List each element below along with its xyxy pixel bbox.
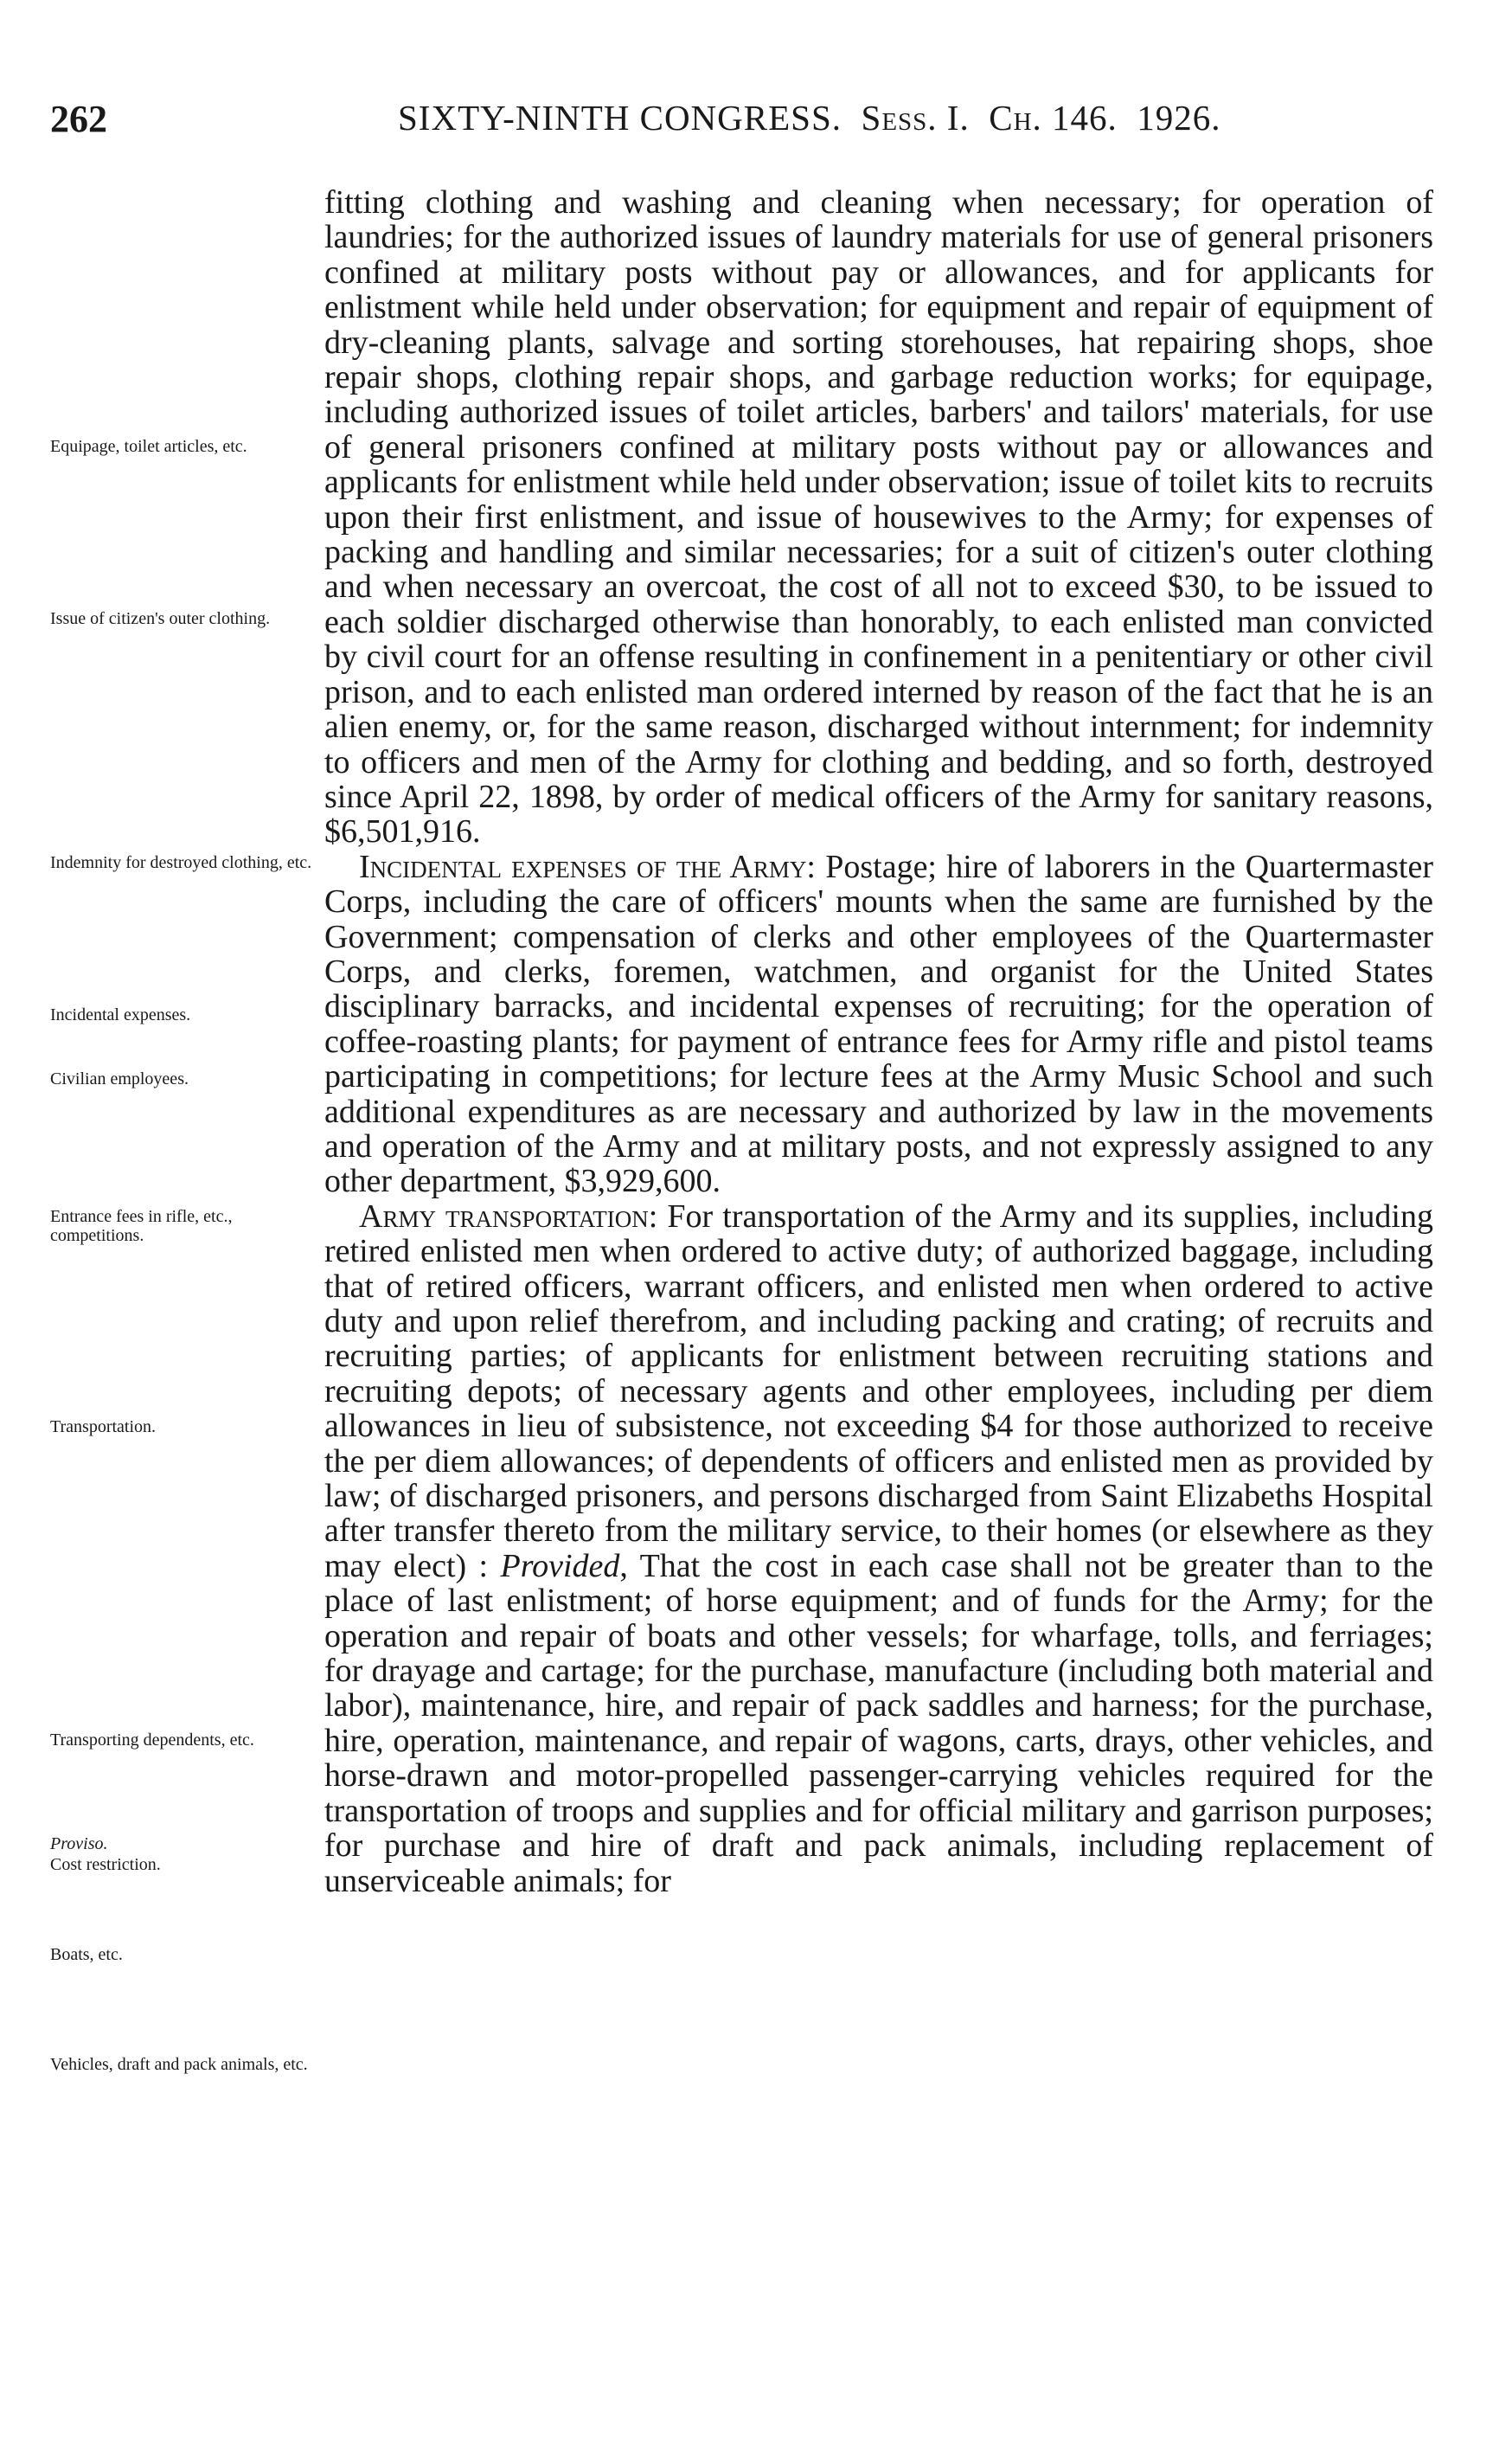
congress-title: SIXTY-NINTH CONGRESS. [398, 98, 842, 138]
margin-note-civilian-employees: Civilian employees. [50, 1069, 189, 1088]
margin-note-entrance-fees: Entrance fees in rifle, etc., competitions. [50, 1207, 233, 1245]
paragraph-army-transportation [324, 1199, 1433, 1898]
margin-note-citizens-clothing: Issue of citizen's outer clothing. [50, 609, 271, 628]
section-heading-transportation: Army transportation [359, 1198, 649, 1235]
margin-note-equipage: Equipage, toilet articles, etc. [50, 437, 247, 456]
provided-term: Provided [500, 1547, 620, 1584]
margin-note-proviso: Proviso. [50, 1834, 108, 1853]
year-label: 1926. [1137, 98, 1221, 138]
page-header [50, 97, 1391, 149]
body-text [324, 185, 1433, 1898]
margin-note-incidental-expenses: Incidental expenses. [50, 1005, 191, 1024]
paragraph-incidental-expenses [324, 850, 1433, 1199]
section-heading-incidental: Incidental expenses of the Army [359, 848, 807, 885]
margin-note-vehicles: Vehicles, draft and pack animals, etc. [50, 2055, 308, 2074]
paragraph-transportation-text-b: , That the cost in each case shall not be greater than to the place of last enlistment; of horse equipment; and of funds for the Army; for the operation and repair of boats and other vessels; for wharfage, tolls, and ferriages; for drayage and cartage; for the purchase, manufacture (including both material and labor), maintenance, hire, and repair of pack saddles and harness; for the purchase, hire, operation, maintenance, and repair of wagons, carts, drays, other vehicles, and horse-drawn and motor-propelled passenger-carrying vehicles required for the transportation of troops and supplies and for official military and garrison purposes; for purchase and hire of draft and pack animals, including replacement of unserviceable animals; for [324, 1547, 1433, 1899]
paragraph-clothing: fitting clothing and washing and cleaning when necessary; for operation of laundries; for the authorized issues of laundry materials for use of general prisoners confined at military posts without pay or allowances, and for applicants for enlistment while held under observation; for equipment and repair of equipment of dry-cleaning plants, salvage and sorting storehouses, hat repairing shops, shoe repair shops, clothing repair shops, and garbage reduction works; for equipage, including authorized issues of toilet articles, barbers' and tailors' materials, for use of general prisoners confined at military posts without pay or allowances and applicants for enlistment while held under observation; issue of toilet kits to recruits upon their first enlistment, and issue of housewives to the Army; for expenses of packing and handling and similar necessaries; for a suit of citizen's outer clothing and when necessary an overcoat, the cost of all not to exceed $30, to be issued to each soldier discharged otherwise than honorably, to each enlisted man convicted by civil court for an offense resulting in confinement in a penitentiary or other civil prison, and to each enlisted man ordered interned by reason of the fact that he is an alien enemy, or, for the same reason, discharged without internment; for indemnity to officers and men of the Army for clothing and bedding, and so forth, destroyed since April 22, 1898, by order of medical officers of the Army for sanitary reasons, $6,501,916. [324, 184, 1433, 851]
margin-note-dependents: Transporting dependents, etc. [50, 1730, 254, 1750]
paragraph-transportation-text-a: : For transportation of the Army and its supplies, including retired enlisted men when ordered to active duty; of authorized baggage, including that of retired officers, warrant officers, and enlisted men when ordered to active duty and upon relief therefrom, and including packing and crating; of recruits and recruiting parties; of applicants for enlistment between recruiting stations and recruiting depots; of necessary agents and other employees, including per diem allowances in lieu of subsistence, not exceeding $4 for those authorized to receive the per diem allowances; of dependents of officers and enlisted men as provided by law; of discharged prisoners, and persons discharged from Saint Elizabeths Hospital after transfer thereto from the military service, to their homes (or elsewhere as they may elect) : [324, 1198, 1433, 1584]
page-number: 262 [50, 98, 107, 140]
margin-note-indemnity: Indemnity for destroyed clothing, etc. [50, 853, 312, 872]
session-label: Sess. I. [861, 98, 970, 138]
margin-note-cost-restriction: Cost restriction. [50, 1855, 161, 1874]
paragraph-incidental-text: : Postage; hire of laborers in the Quartermaster Corps, including the care of officers' mounts when the same are furnished by the Government; compensation of clerks and other employees of the Quartermaster Corps, and clerks, foremen, watchmen, and organist for the United States disciplinary barracks, and incidental expenses of recruiting; for the operation of coffee-roasting plants; for payment of entrance fees for Army rifle and pistol teams participating in competitions; for lecture fees at the Army Music School and such additional expenditures as are necessary and authorized by law in the movements and operation of the Army and at military posts, and not expressly assigned to any other department, $3,929,600. [324, 848, 1433, 1200]
margin-note-boats: Boats, etc. [50, 1945, 123, 1964]
chapter-label: Ch. 146. [989, 98, 1118, 138]
running-head [398, 97, 1221, 138]
margin-note-transportation: Transportation. [50, 1417, 157, 1436]
